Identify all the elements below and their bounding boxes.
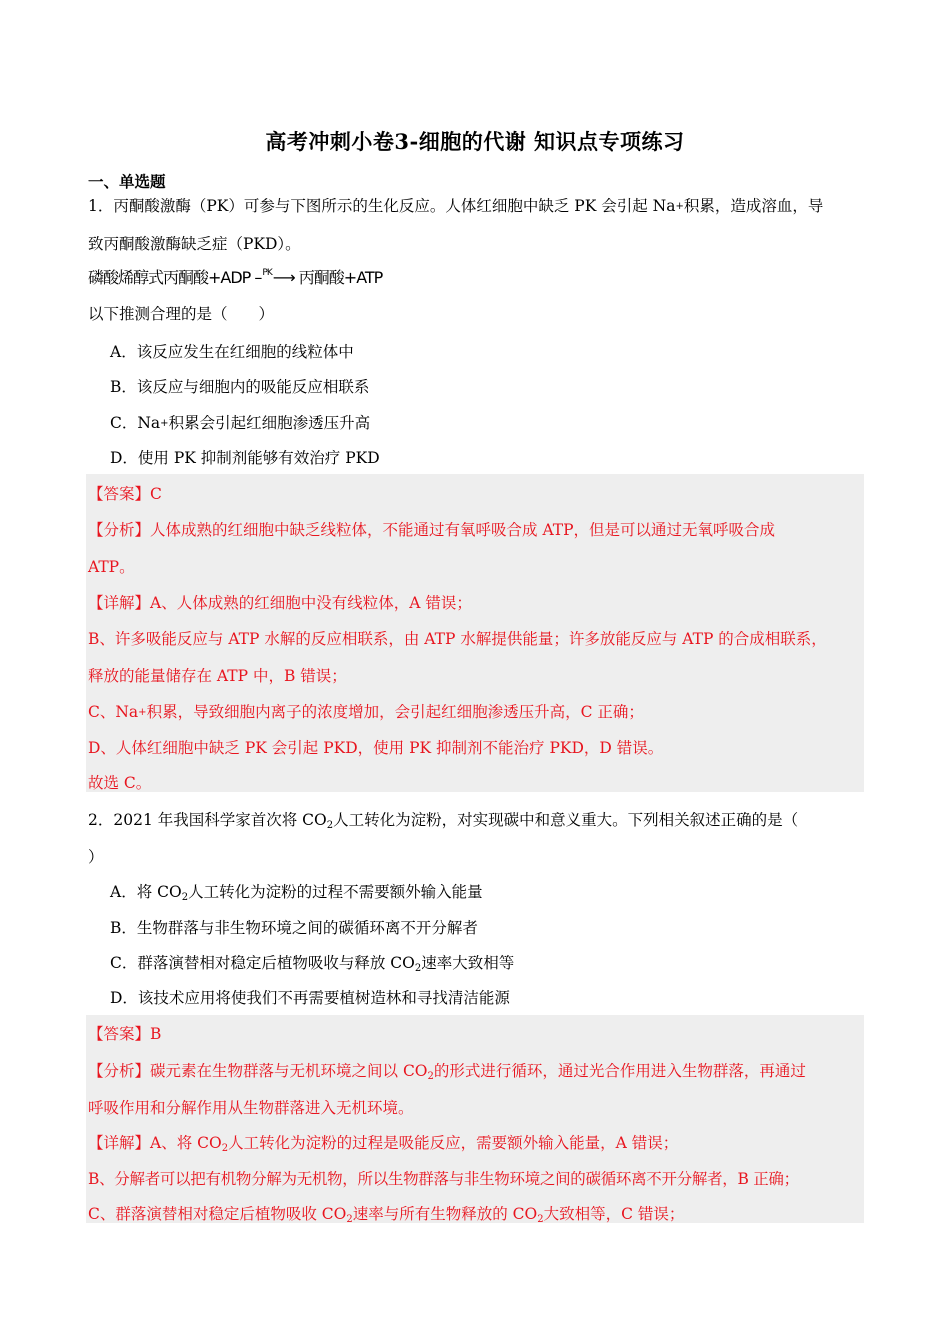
q2-answer-box xyxy=(86,1015,864,1223)
answer-value: B xyxy=(150,1025,162,1043)
subscript: 2 xyxy=(346,1214,353,1225)
option-text: C．群落演替相对稳定后植物吸收与释放 CO xyxy=(110,954,415,972)
subscript: 2 xyxy=(414,963,422,974)
detail-tag: 【详解】 xyxy=(88,1134,151,1152)
q1-prompt: 以下推测合理的是（ ） xyxy=(88,305,275,323)
equation-products: 丙酮酸+ATP xyxy=(298,268,383,287)
q2-detail-b: B、分解者可以把有机物分解为无机物，所以生物群落与非生物环境之间的碳循环离不开分解者，B 正确； xyxy=(88,1170,799,1188)
q1-stem-text: 1．丙酮酸激酶（PK）可参与下图所示的生化反应。人体红细胞中缺乏 PK 会引起 Na xyxy=(88,197,676,215)
q1-detail-d: D、人体红细胞中缺乏 PK 会引起 PKD，使用 PK 抑制剂不能治疗 PKD，D 错误。 xyxy=(88,739,664,757)
superscript: + xyxy=(675,201,684,212)
q1-answer xyxy=(88,482,162,504)
subscript: 2 xyxy=(181,892,189,903)
option-text: 积累会引起红细胞渗透压升高 xyxy=(168,414,371,432)
answer-tag: 【答案】 xyxy=(88,485,151,503)
q1-option-b: B．该反应与细胞内的吸能反应相联系 xyxy=(110,378,370,396)
q2-answer xyxy=(88,1022,161,1044)
analysis-text: 碳元素在生物群落与无机环境之间以 CO xyxy=(150,1062,428,1080)
detail-text: 大致相等，C 错误； xyxy=(543,1205,685,1223)
q1-analysis xyxy=(88,518,775,540)
q1-stem-line2: 致丙酮酸激酶缺乏症（PKD）。 xyxy=(88,235,301,253)
option-text: 人工转化为淀粉的过程不需要额外输入能量 xyxy=(188,883,483,901)
q2-option-b: B．生物群落与非生物环境之间的碳循环离不开分解者 xyxy=(110,919,478,937)
subscript: 2 xyxy=(326,820,334,831)
q2-stem-text: 2．2021 年我国科学家首次将 CO xyxy=(88,811,327,829)
q1-conclusion: 故选 C。 xyxy=(88,774,152,792)
equation-reactants: 磷酸烯醇式丙酮酸+ADP xyxy=(88,268,251,287)
detail-text: A、人体成熟的红细胞中没有线粒体，A 错误； xyxy=(150,594,472,612)
subscript: 2 xyxy=(427,1071,434,1082)
q2-stem-line1 xyxy=(88,808,798,830)
q1-detail xyxy=(88,591,472,613)
analysis-tag: 【分析】 xyxy=(88,521,151,539)
answer-value: C xyxy=(150,485,162,503)
q2-analysis-line2: 呼吸作用和分解作用从生物群落进入无机环境。 xyxy=(88,1099,414,1117)
subscript: 2 xyxy=(221,1143,229,1154)
detail-text: 人工转化为淀粉的过程是吸能反应，需要额外输入能量，A 错误； xyxy=(228,1134,679,1152)
superscript: + xyxy=(138,707,147,718)
q2-option-d: D．该技术应用将使我们不再需要植树造林和寻找清洁能源 xyxy=(110,989,510,1007)
q1-stem-text: 积累，造成溶血，导 xyxy=(683,197,824,215)
q2-option-c xyxy=(110,951,514,973)
q2-detail-c xyxy=(88,1202,684,1224)
reaction-equation xyxy=(88,265,382,288)
q1-option-a: A．该反应发生在红细胞的线粒体中 xyxy=(110,343,354,361)
subscript: 2 xyxy=(537,1214,544,1225)
enzyme-label: PK xyxy=(262,268,272,278)
page-title: 高考冲刺小卷3-细胞的代谢 知识点专项练习 xyxy=(265,129,685,154)
analysis-text: 人体成熟的红细胞中缺乏线粒体，不能通过有氧呼吸合成 ATP，但是可以通过无氧呼吸合成 xyxy=(150,521,776,539)
detail-text: C、群落演替相对稳定后植物吸收 CO xyxy=(88,1205,347,1223)
superscript: + xyxy=(160,418,169,429)
option-text: A．将 CO xyxy=(110,883,182,901)
q2-stem-line2: ） xyxy=(88,848,104,866)
q1-analysis-line2: ATP。 xyxy=(88,558,135,576)
reaction-arrow-icon: –$^{PK}$⟶ xyxy=(254,268,295,287)
analysis-tag: 【分析】 xyxy=(88,1062,151,1080)
analysis-text: 的形式进行循环，通过光合作用进入生物群落，再通过 xyxy=(433,1062,806,1080)
detail-tag: 【详解】 xyxy=(88,594,151,612)
q1-detail-b1: B、许多吸能反应与 ATP 水解的反应相联系，由 ATP 水解提供能量；许多放能反应与 ATP 的合成相联系， xyxy=(88,630,827,648)
q1-option-c xyxy=(110,411,370,433)
q1-stem-line1 xyxy=(88,194,823,216)
section-heading: 一、单选题 xyxy=(88,172,166,191)
q1-detail-c xyxy=(88,700,644,722)
detail-text: A、将 CO xyxy=(150,1134,222,1152)
answer-tag: 【答案】 xyxy=(88,1025,151,1043)
option-text: 速率大致相等 xyxy=(421,954,515,972)
q2-option-a xyxy=(110,880,483,902)
q2-detail xyxy=(88,1131,678,1153)
q1-detail-b2: 释放的能量储存在 ATP 中，B 错误； xyxy=(88,667,347,685)
option-text: C．Na xyxy=(110,414,161,432)
detail-text: 速率与所有生物释放的 CO xyxy=(352,1205,538,1223)
q1-option-d: D．使用 PK 抑制剂能够有效治疗 PKD xyxy=(110,449,380,467)
detail-text: C、Na xyxy=(88,703,139,721)
q2-analysis xyxy=(88,1059,806,1081)
q2-stem-text: 人工转化为淀粉，对实现碳中和意义重大。下列相关叙述正确的是（ xyxy=(333,811,799,829)
detail-text: 积累，导致细胞内离子的浓度增加，会引起红细胞渗透压升高，C 正确； xyxy=(146,703,644,721)
